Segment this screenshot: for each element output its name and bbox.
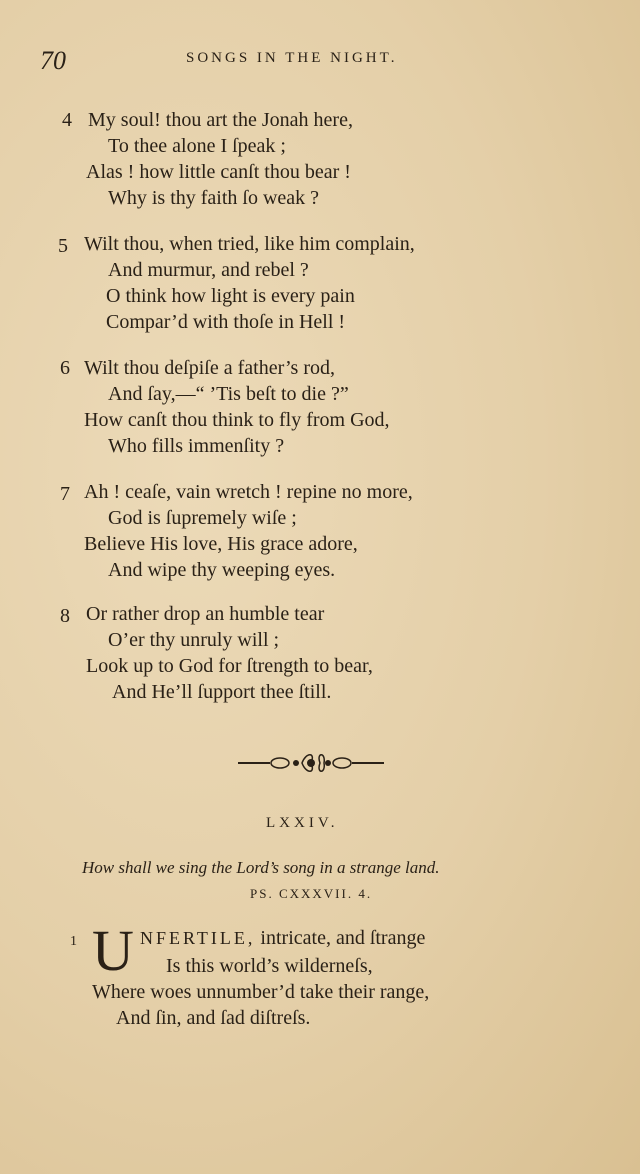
verse-line: Look up to God for ſtrength to bear, bbox=[86, 655, 373, 677]
verse-line: Alas ! how little canſt thou bear ! bbox=[86, 161, 351, 183]
verse-line: And murmur, and rebel ? bbox=[108, 259, 309, 281]
verse-line: Why is thy faith ſo weak ? bbox=[108, 187, 320, 209]
verse-line: Who fills immenſity ? bbox=[108, 435, 285, 457]
verse-line: And ſin, and ſad diſtreſs. bbox=[116, 1007, 311, 1029]
verse-number: 8 bbox=[60, 605, 70, 627]
running-head: SONGS IN THE NIGHT. bbox=[186, 50, 398, 66]
scripture-reference: PS. CXXXVII. 4. bbox=[250, 886, 373, 901]
drop-cap: U bbox=[92, 918, 134, 983]
verse-line: O think how light is every pain bbox=[106, 285, 355, 307]
verse-line: To thee alone I ſpeak ; bbox=[108, 135, 286, 157]
ornament-divider bbox=[236, 748, 386, 778]
verse-line: Wilt thou deſpiſe a father’s rod, bbox=[84, 357, 335, 379]
verse-line: O’er thy unruly will ; bbox=[108, 629, 280, 651]
verse-number: 5 bbox=[58, 235, 68, 257]
verse-number: 4 bbox=[62, 109, 72, 131]
verse-line: Or rather drop an humble tear bbox=[86, 603, 325, 625]
verse-line: How canſt thou think to fly from God, bbox=[84, 409, 390, 431]
verse-line: Ah ! ceaſe, vain wretch ! repine no more, bbox=[84, 481, 413, 503]
epigraph: How shall we sing the Lord’s song in a strange land. bbox=[82, 858, 440, 877]
verse-line: My soul! thou art the Jonah here, bbox=[88, 109, 353, 131]
page-number: 70 bbox=[40, 46, 66, 75]
verse-line: And wipe thy weeping eyes. bbox=[108, 559, 336, 581]
verse-line: Compar’d with thoſe in Hell ! bbox=[106, 311, 346, 333]
first-word: NFERTILE, bbox=[140, 928, 256, 948]
verse-line: Believe His love, His grace adore, bbox=[84, 533, 358, 555]
verse-line: Wilt thou, when tried, like him complain, bbox=[84, 233, 415, 255]
verse-number: 7 bbox=[60, 483, 70, 505]
verse-line: intricate, and ſtrange bbox=[255, 927, 426, 949]
verse-line: Where woes unnumber’d take their range, bbox=[92, 981, 430, 1003]
verse-line: God is ſupremely wiſe ; bbox=[108, 507, 297, 529]
verse-line: And ſay,—“ ’Tis beſt to die ?” bbox=[108, 383, 349, 405]
hymn-number: LXXIV. bbox=[266, 815, 339, 831]
verse-line: Is this world’s wilderneſs, bbox=[166, 955, 373, 977]
verse-number: 1 bbox=[70, 934, 77, 949]
verse-line: And He’ll ſupport thee ſtill. bbox=[112, 681, 332, 703]
verse-number: 6 bbox=[60, 357, 70, 379]
